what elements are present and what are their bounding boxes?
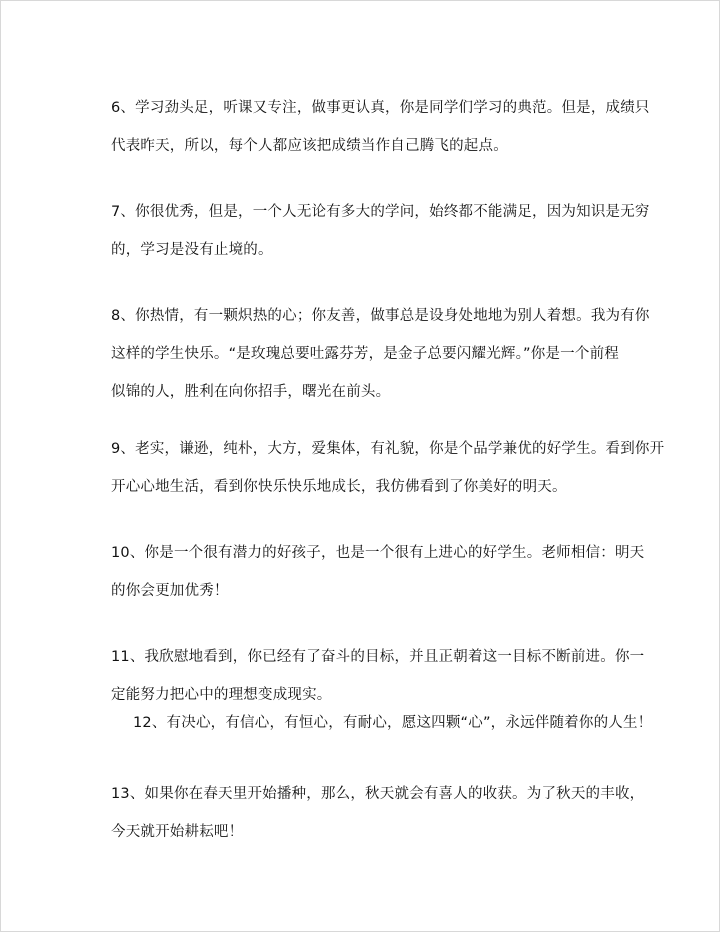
paragraph-9 [111, 430, 665, 506]
paragraph-line: 10、你是一个很有潜力的好孩子，也是一个很有上进心的好学生。老师相信：明天 [111, 545, 645, 561]
paragraph-13 [111, 775, 645, 851]
paragraph-10 [111, 534, 645, 610]
paragraph-line: 今天就开始耕耘吧！ [111, 824, 244, 840]
paragraph-line: 12、有决心，有信心，有恒心，有耐心，愿这四颗“心”，永远伴随着你的人生！ [133, 715, 653, 731]
paragraph-line: 这样的学生快乐。“是玫瑰总要吐露芬芳，是金子总要闪耀光辉。”你是一个前程 [111, 346, 619, 362]
paragraph-line: 11、我欣慰地看到，你已经有了奋斗的目标，并且正朝着这一目标不断前进。你一 [111, 649, 645, 665]
paragraph-line: 13、如果你在春天里开始播种，那么，秋天就会有喜人的收获。为了秋天的丰收， [111, 786, 645, 802]
paragraph-line: 9、老实，谦逊，纯朴，大方，爱集体，有礼貌，你是个品学兼优的好学生。看到你开 [111, 441, 665, 457]
paragraph-line: 开心心地生活，看到你快乐快乐地成长，我仿佛看到了你美好的明天。 [111, 479, 567, 495]
paragraph-line: 似锦的人，胜利在向你招手，曙光在前头。 [111, 384, 391, 400]
paragraph-12 [133, 704, 653, 742]
paragraph-line: 8、你热情，有一颗炽热的心；你友善，做事总是设身处地地为别人着想。我为有你 [111, 308, 650, 324]
paragraph-line: 定能努力把心中的理想变成现实。 [111, 687, 332, 703]
paragraph-line: 代表昨天，所以，每个人都应该把成绩当作自己腾飞的起点。 [111, 138, 508, 154]
paragraph-line: 的你会更加优秀！ [111, 583, 229, 599]
paragraph-line: 的，学习是没有止境的。 [111, 242, 273, 258]
paragraph-7 [111, 193, 650, 269]
paragraph-8 [111, 297, 650, 411]
paragraph-6 [111, 89, 650, 165]
paragraph-line: 6、学习劲头足，听课又专注，做事更认真，你是同学们学习的典范。但是，成绩只 [111, 100, 650, 116]
paragraph-11 [111, 638, 645, 714]
paragraph-line: 7、你很优秀，但是，一个人无论有多大的学问，始终都不能满足，因为知识是无穷 [111, 204, 650, 220]
